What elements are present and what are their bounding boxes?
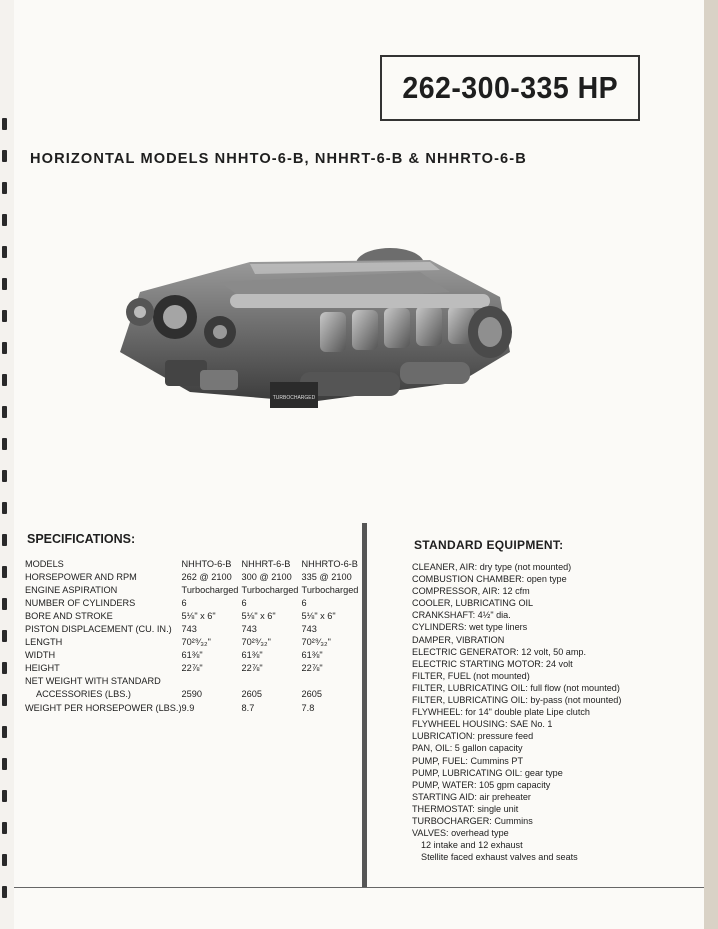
equipment-item: TURBOCHARGER: Cummins xyxy=(412,815,533,826)
spec-value: 5⅛" x 6" xyxy=(301,610,336,621)
spec-value xyxy=(242,675,302,688)
spec-row xyxy=(25,609,362,622)
binding-ring xyxy=(2,758,7,770)
spec-value: 743 xyxy=(241,624,257,635)
spec-value: 70²⁹⁄₃₂" xyxy=(301,637,331,648)
equipment-item: LUBRICATION: pressure feed xyxy=(412,731,534,742)
binding-ring xyxy=(2,822,7,834)
spec-value: 6 xyxy=(241,597,247,608)
equipment-sub-item: Stellite faced exhaust valves and seats xyxy=(421,852,578,863)
engine-photo xyxy=(100,242,520,417)
spec-value xyxy=(302,675,362,688)
spec-value: 9.9 xyxy=(181,702,195,713)
spec-value: Turbocharged xyxy=(301,584,359,595)
spec-row xyxy=(25,583,362,596)
binding-ring xyxy=(2,342,7,354)
spec-value: 2590 xyxy=(181,689,202,700)
spec-value: Turbocharged xyxy=(181,584,239,595)
binding-ring xyxy=(2,374,7,386)
spec-value xyxy=(182,675,242,688)
equipment-item: PUMP, FUEL: Cummins PT xyxy=(412,755,523,766)
binding-ring xyxy=(2,406,7,418)
equipment-item: COMPRESSOR, AIR: 12 cfm xyxy=(412,586,530,597)
spec-row xyxy=(25,662,362,675)
binding-ring xyxy=(2,502,7,514)
spec-value: 70²⁹⁄₃₂" xyxy=(181,637,211,648)
equipment-item: COMBUSTION CHAMBER: open type xyxy=(412,574,567,585)
spec-value: NHHRT-6-B xyxy=(241,558,291,569)
binding-ring xyxy=(2,886,7,898)
spec-value: 300 @ 2100 xyxy=(241,571,292,582)
spec-value: 8.7 xyxy=(241,702,255,713)
spec-value: 22⅞" xyxy=(301,663,323,674)
bottom-rule xyxy=(14,887,704,888)
binding-ring xyxy=(2,278,7,290)
binding-ring xyxy=(2,566,7,578)
spec-label: HORSEPOWER AND RPM xyxy=(25,571,137,582)
equipment-item: FLYWHEEL HOUSING: SAE No. 1 xyxy=(412,719,553,730)
binding-ring xyxy=(2,438,7,450)
equipment-item: CRANKSHAFT: 4½" dia. xyxy=(412,610,511,621)
binding-ring xyxy=(2,854,7,866)
spec-value: 743 xyxy=(301,624,317,635)
equipment-sub-item: 12 intake and 12 exhaust xyxy=(421,840,523,851)
spec-value: 5⅛" x 6" xyxy=(241,610,276,621)
equipment-item: FLYWHEEL: for 14" double plate Lipe clutch xyxy=(412,707,590,718)
spec-value: Turbocharged xyxy=(241,584,299,595)
specifications-title: SPECIFICATIONS: xyxy=(27,532,136,546)
spec-label: BORE AND STROKE xyxy=(25,610,113,621)
spec-value: 22⅞" xyxy=(241,663,263,674)
spec-value: 262 @ 2100 xyxy=(181,571,232,582)
binding-ring xyxy=(2,150,7,162)
column-divider xyxy=(362,523,367,888)
spec-row xyxy=(25,701,362,714)
equipment-item: DAMPER, VIBRATION xyxy=(412,634,505,645)
equipment-item: FILTER, LUBRICATING OIL: by-pass (not mounted) xyxy=(412,695,622,706)
specifications-table xyxy=(25,557,362,714)
spec-row xyxy=(25,688,362,701)
equipment-item: ELECTRIC STARTING MOTOR: 24 volt xyxy=(412,658,573,669)
spec-value: 2605 xyxy=(301,689,322,700)
binding-ring xyxy=(2,694,7,706)
page-edge xyxy=(704,0,718,929)
spec-label: NET WEIGHT WITH STANDARD xyxy=(25,676,161,687)
equipment-item: CYLINDERS: wet type liners xyxy=(412,622,528,633)
equipment-item: FILTER, FUEL (not mounted) xyxy=(412,670,530,681)
equipment-item: THERMOSTAT: single unit xyxy=(412,803,519,814)
binding-ring xyxy=(2,598,7,610)
spec-value: 743 xyxy=(181,624,197,635)
spec-value: 335 @ 2100 xyxy=(301,571,352,582)
spec-row xyxy=(25,557,362,570)
spec-value: 70²⁹⁄₃₂" xyxy=(241,637,271,648)
equipment-item: STARTING AID: air preheater xyxy=(412,791,531,802)
engine-plate-text: TURBOCHARGED xyxy=(272,395,316,401)
standard-equipment-title: STANDARD EQUIPMENT: xyxy=(414,538,564,552)
spec-label: ENGINE ASPIRATION xyxy=(25,584,118,595)
spec-row xyxy=(25,622,362,635)
spec-value: 6 xyxy=(301,597,307,608)
equipment-item: CLEANER, AIR: dry type (not mounted) xyxy=(412,562,572,572)
spiral-binding xyxy=(0,0,10,929)
spec-label: WEIGHT PER HORSEPOWER (LBS.) xyxy=(25,702,182,713)
spec-row xyxy=(25,596,362,609)
spec-row xyxy=(25,649,362,662)
spec-value: 61⅜" xyxy=(181,650,203,661)
binding-ring xyxy=(2,534,7,546)
equipment-item: PUMP, WATER: 105 gpm capacity xyxy=(412,779,551,790)
spec-label: ACCESSORIES (LBS.) xyxy=(36,689,131,700)
models-title: HORIZONTAL MODELS NHHTO-6-B, NHHRT-6-B & NHHRTO-6-B xyxy=(30,151,527,167)
spec-value: 7.8 xyxy=(301,702,315,713)
spec-value: 6 xyxy=(181,597,187,608)
spec-label: LENGTH xyxy=(25,637,63,648)
binding-ring xyxy=(2,470,7,482)
spec-value: NHHRTO-6-B xyxy=(301,558,358,569)
binding-ring xyxy=(2,246,7,258)
binding-ring xyxy=(2,118,7,130)
spec-value: 2605 xyxy=(241,689,262,700)
spec-label: NUMBER OF CYLINDERS xyxy=(25,597,136,608)
equipment-item: PUMP, LUBRICATING OIL: gear type xyxy=(412,767,563,778)
binding-ring xyxy=(2,790,7,802)
spec-label: WIDTH xyxy=(25,650,56,661)
spec-value: 5⅛" x 6" xyxy=(181,610,216,621)
equipment-item: COOLER, LUBRICATING OIL xyxy=(412,598,534,609)
equipment-item: PAN, OIL: 5 gallon capacity xyxy=(412,743,523,754)
spec-row xyxy=(25,636,362,649)
horsepower-title-box xyxy=(380,55,640,121)
standard-equipment-list xyxy=(412,561,621,863)
equipment-item: FILTER, LUBRICATING OIL: full flow (not mounted) xyxy=(412,682,620,693)
binding-ring xyxy=(2,182,7,194)
spec-value: 22⅞" xyxy=(181,663,203,674)
spec-row xyxy=(25,675,362,688)
spec-label: HEIGHT xyxy=(25,663,60,674)
binding-ring xyxy=(2,726,7,738)
spec-label: PISTON DISPLACEMENT (CU. IN.) xyxy=(25,624,172,635)
spec-value: 61⅜" xyxy=(301,650,323,661)
binding-ring xyxy=(2,630,7,642)
binding-ring xyxy=(2,214,7,226)
equipment-item: VALVES: overhead type xyxy=(412,828,509,839)
binding-ring xyxy=(2,662,7,674)
equipment-item: ELECTRIC GENERATOR: 12 volt, 50 amp. xyxy=(412,646,587,657)
spec-row xyxy=(25,570,362,583)
spec-label: MODELS xyxy=(25,558,64,569)
spec-value: NHHTO-6-B xyxy=(181,558,232,569)
spec-value: 61⅜" xyxy=(241,650,263,661)
horsepower-title: 262-300-335 HP xyxy=(402,70,618,105)
binding-ring xyxy=(2,310,7,322)
